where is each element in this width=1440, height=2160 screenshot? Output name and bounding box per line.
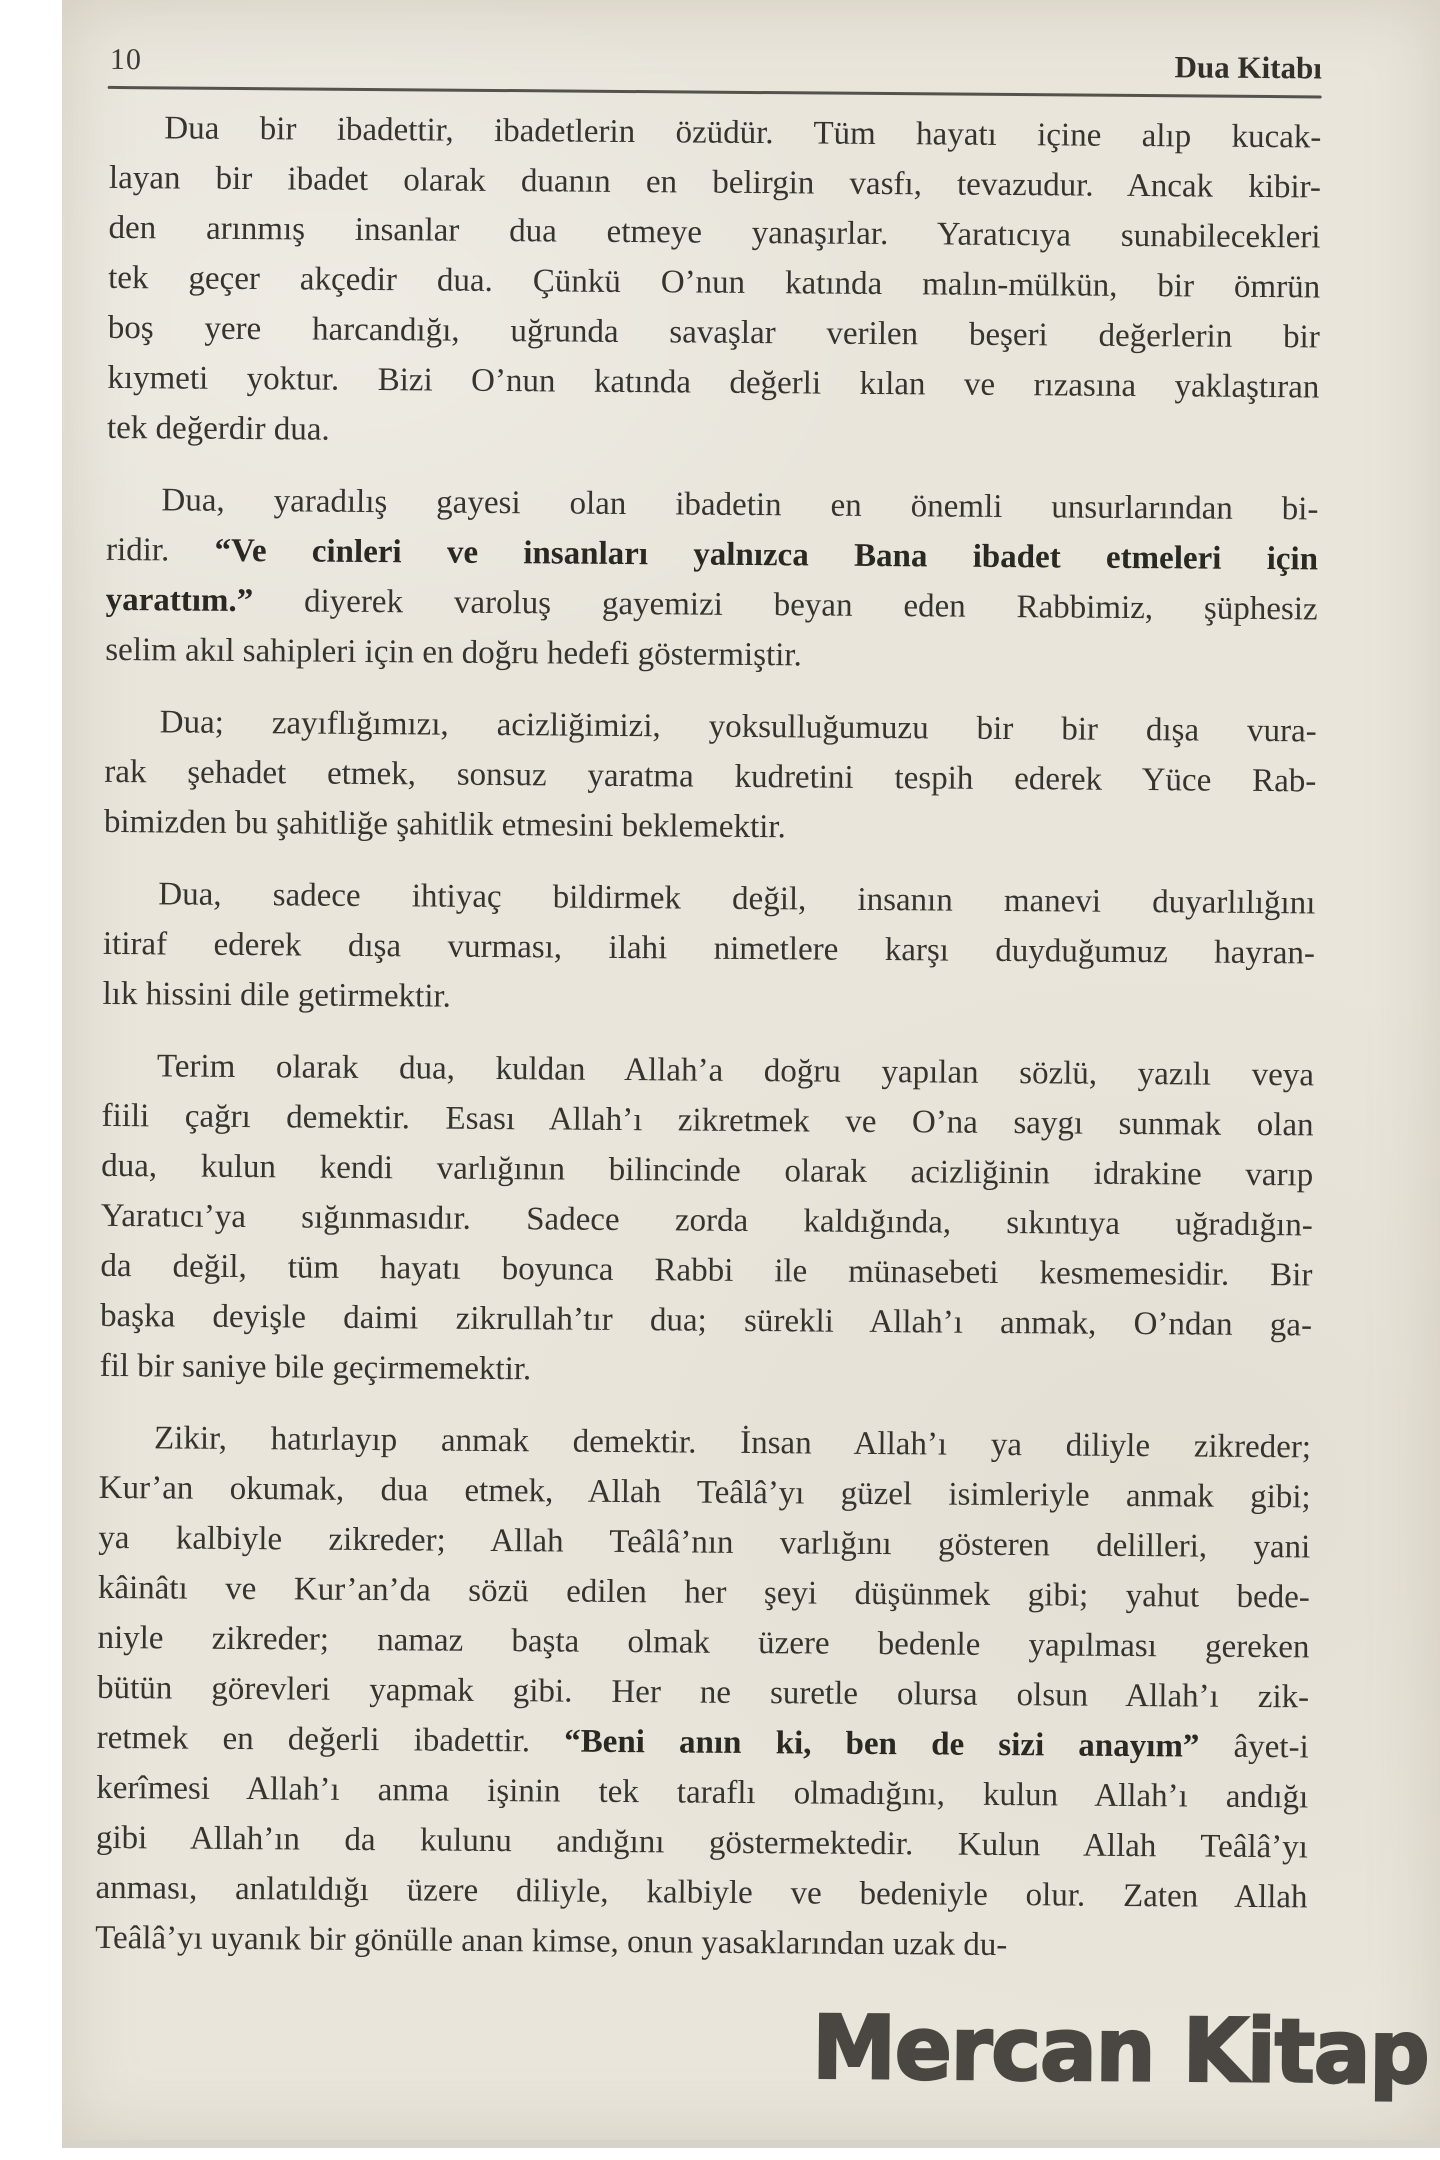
bold-quote-text: “Ve cinleri ve insanları yalnızca Bana ibadet etmeleri için xyxy=(214,532,1319,578)
body-text: rak şehadet etmek, sonsuz yaratma kudretini tespih ederek Yüce Rab- xyxy=(104,753,1317,800)
body-text: tek değerdir dua. xyxy=(106,409,330,448)
body-text: kâinâtı ve Kur’an’da sözü edilen her şeyi düşünmek gibi; yahut bede- xyxy=(97,1569,1311,1616)
text-line xyxy=(107,403,1319,463)
running-title: Dua Kitabı xyxy=(1174,49,1323,86)
body-text: bimizden bu şahitliğe şahitlik etmesini beklemektir. xyxy=(103,803,786,846)
body-text: dua, kulun kendi varlığının bilincinde olarak acizliğinin idrakine varıp xyxy=(101,1147,1314,1194)
body-text: retmek en değerli ibadettir. xyxy=(96,1719,565,1760)
paragraph xyxy=(105,475,1319,685)
paragraph xyxy=(99,1041,1314,1401)
text-line xyxy=(105,625,1317,685)
body-text: Dua; zayıflığımızı, acizliğimizi, yoksulluğumuzu bir bir dışa vura- xyxy=(159,704,1317,750)
body-text: selim akıl sahipleri için en doğru hedefi göstermiştir. xyxy=(105,631,802,674)
body-text: da değil, tüm hayatı boyunca Rabbi ile münasebeti kesmemesidir. Bir xyxy=(100,1247,1313,1294)
body-text: âyet-i xyxy=(1199,1728,1309,1766)
body-text: bütün görevleri yapmak gibi. Her ne suretle olursa olsun Allah’ı zik- xyxy=(96,1669,1310,1716)
body-text: layan bir ibadet olarak duanın en belirgin vasfı, tevazudur. Ancak kibir- xyxy=(108,159,1322,206)
body-text: lık hissini dile getirmektir. xyxy=(102,975,452,1015)
paragraph xyxy=(95,1413,1311,1973)
paragraph xyxy=(104,697,1317,857)
text-line xyxy=(104,797,1316,857)
body-text: Dua, yaradılış gayesi olan ibadetin en önemli unsurlarından bi- xyxy=(161,482,1319,528)
body-text: itiraf ederek dışa vurması, ilahi nimetlere karşı duyduğumuz hayran- xyxy=(102,925,1316,972)
body-text: Dua bir ibadettir, ibadetlerin özüdür. Tüm hayatı içine alıp kucak- xyxy=(164,110,1322,156)
body-text: Teâlâ’yı uyanık bir gönülle anan kimse, onun yasaklarından uzak du- xyxy=(95,1919,1008,1964)
body-text: Zikir, hatırlayıp anmak demektir. İnsan Allah’ı ya diliyle zikreder; xyxy=(153,1420,1312,1466)
body-text: gibi Allah’ın da kulunu andığını göstermektedir. Kulun Allah Teâlâ’yı xyxy=(95,1819,1309,1866)
body-text: den arınmış insanlar dua etmeye yanaşırlar. Yaratıcıya sunabilecekleri xyxy=(108,209,1321,256)
text-line xyxy=(99,1341,1311,1401)
body-text: anması, anlatıldığı üzere diliyle, kalbiyle ve bedeniyle olur. Zaten Allah xyxy=(95,1869,1308,1916)
body-text: ridir. xyxy=(105,531,215,569)
page-header xyxy=(110,41,1322,87)
body-text: fiili çağrı demektir. Esası Allah’ı zikretmek ve O’na saygı sunmak olan xyxy=(101,1097,1314,1144)
body-text: fil bir saniye bile geçirmemektir. xyxy=(99,1347,532,1388)
paragraph xyxy=(102,869,1315,1029)
body-text: başka deyişle daimi zikrullah’tır dua; sürekli Allah’ı anmak, O’ndan ga- xyxy=(99,1297,1313,1344)
body-text: Dua, sadece ihtiyaç bildirmek değil, insanın manevi duyarlılığını xyxy=(158,876,1316,922)
page-number: 10 xyxy=(109,42,143,77)
text-line xyxy=(95,1913,1307,1973)
body-text: kıymeti yoktur. Bizi O’nun katında değerli kılan ve rızasına yaklaştıran xyxy=(107,359,1320,406)
body-text: kerîmesi Allah’ı anma işinin tek taraflı olmadığını, kulun Allah’ı andığı xyxy=(96,1769,1309,1816)
bold-quote-text: yarattım.” xyxy=(105,581,254,620)
body-text: Yaratıcı’ya sığınmasıdır. Sadece zorda kaldığında, sıkıntıya uğradığın- xyxy=(100,1197,1313,1244)
body-text: niyle zikreder; namaz başta olmak üzere bedenle yapılması gereken xyxy=(97,1619,1310,1666)
body-text: boş yere harcandığı, uğrunda savaşlar verilen beşeri değerlerin bir xyxy=(107,309,1320,356)
paragraph xyxy=(107,103,1322,463)
bold-quote-text: “Beni anın ki, ben de sizi anayım” xyxy=(564,1723,1200,1765)
text-line xyxy=(102,969,1314,1029)
body-text: Terim olarak dua, kuldan Allah’a doğru yapılan sözlü, yazılı veya xyxy=(156,1048,1315,1094)
publisher-logo: Mercan Kitap xyxy=(811,1996,1430,2104)
body-text: tek geçer akçedir dua. Çünkü O’nun katında malın-mülkün, bir ömrün xyxy=(108,259,1321,306)
book-page xyxy=(62,0,1440,2148)
text-block xyxy=(95,103,1322,1994)
body-text: Kur’an okumak, dua etmek, Allah Teâlâ’yı güzel isimleriyle anmak gibi; xyxy=(98,1469,1311,1516)
page-content xyxy=(54,0,1440,2145)
body-text: ya kalbiyle zikreder; Allah Teâlâ’nın varlığını gösteren delilleri, yani xyxy=(98,1519,1311,1566)
header-rule xyxy=(108,86,1322,99)
body-text: diyerek varoluş gayemizi beyan eden Rabbimiz, şüphesiz xyxy=(253,583,1318,628)
